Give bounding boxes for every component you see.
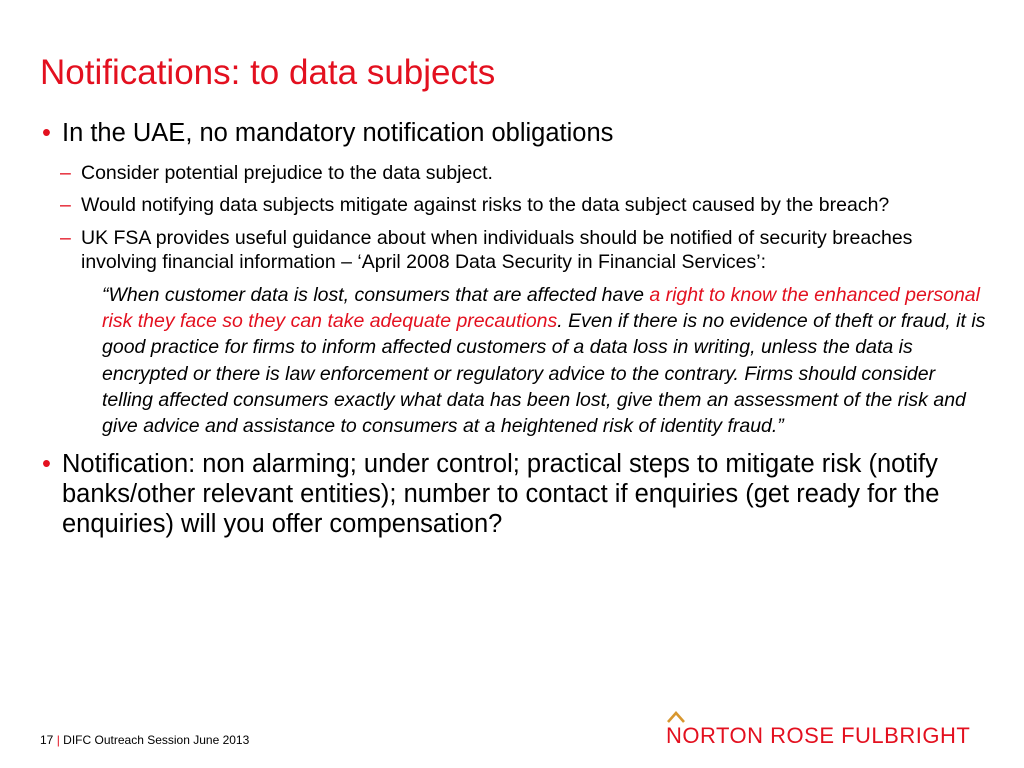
sub-bullet-mitigate	[0, 193, 1024, 217]
sub-bullet-text: Would notifying data subjects mitigate against risks to the data subject caused by the breach?	[81, 194, 890, 216]
sub-bullet-text: UK FSA provides useful guidance about when individuals should be notified of security breaches involving financial information – ‘April 2008 Data Security in Financial Services’:	[81, 227, 913, 273]
session-name: DIFC Outreach Session June 2013	[63, 733, 250, 747]
footer	[40, 733, 249, 747]
bullet-marker: •	[42, 450, 51, 479]
footer-separator: |	[56, 733, 60, 747]
dash-marker: –	[60, 162, 71, 184]
bullet-text: Notification: non alarming; under control; practical steps to mitigate risk (notify banks/other relevant entities); number to contact if enquiries (get ready for the enquiries) will you offer compensation?	[62, 450, 940, 539]
dash-marker: –	[60, 194, 71, 216]
dash-marker: –	[60, 227, 71, 249]
page-number: 17	[40, 733, 54, 747]
company-logo	[666, 710, 986, 748]
sub-bullet-prejudice	[0, 161, 1024, 185]
slide-content	[0, 112, 1024, 539]
chevron-mark-icon	[666, 710, 686, 723]
sub-bullet-text: Consider potential prejudice to the data subject.	[81, 162, 493, 184]
slide-title: Notifications: to data subjects	[40, 53, 496, 92]
bullet-text: In the UAE, no mandatory notification obligations	[62, 119, 614, 147]
bullet-uae-notification	[0, 118, 1024, 148]
bullet-marker: •	[42, 119, 51, 147]
logo-text: NORTON ROSE FULBRIGHT	[666, 723, 971, 748]
bullet-notification-steps	[0, 449, 1024, 539]
quote-highlight: a right to know the enhanced personal risk they face so they can take adequate precautions	[102, 284, 980, 333]
quote-part-1: “When customer data is lost, consumers that are affected have	[102, 284, 650, 306]
fsa-quote	[0, 282, 1024, 439]
sub-bullet-uk-fsa	[0, 226, 1024, 274]
quote-part-2: . Even if there is no evidence of theft or fraud, it is good practice for firms to inform affected customers of a data loss in writing, unless the data is encrypted or there is law enforcement or regulatory advice to the contrary. Firms should consider telling affected consumers exactly what data has been lost, give them an assessment of the risk and give advice and assistance to consumers at a heightened risk of identity fraud.”	[102, 310, 986, 438]
